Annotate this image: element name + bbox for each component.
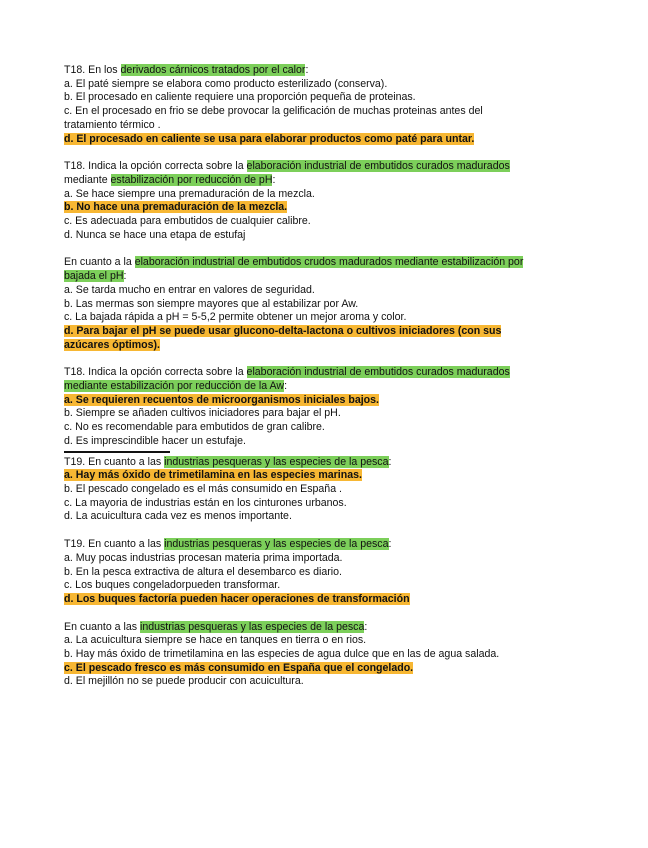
question-7 (64, 621, 584, 690)
option-a: a. Se hace siempre una premaduración de la mezcla. (64, 187, 315, 200)
option-b: b. El procesado en caliente requiere una proporción pequeña de proteinas. (64, 91, 416, 104)
topic-highlight: elaboración industrial de embutidos curados madurados (246, 366, 510, 379)
option-d: d. La acuicultura cada vez es menos importante. (64, 510, 292, 523)
stem-text: T18. En los (64, 64, 121, 76)
stem-text: T18. Indica la opción correcta sobre la (64, 366, 247, 379)
option-a-correct: a. Hay más óxido de trimetilamina en las especies marinas. (64, 469, 362, 482)
stem-suffix: : (123, 270, 127, 283)
topic-highlight: estabilización por reducción de pH (110, 173, 273, 186)
option-c: c. Los buques congeladorpueden transformar. (64, 579, 281, 592)
question-2 (64, 160, 584, 242)
option-c: c. La mayoria de industrias están en los cinturones urbanos. (64, 496, 347, 509)
question-4 (64, 366, 584, 448)
option-d-correct: d. Los buques factoría pueden hacer operaciones de transformación (64, 592, 410, 605)
stem-text: En cuanto a las (64, 620, 140, 633)
option-b: b. En la pesca extractiva de altura el desembarco es diario. (64, 565, 342, 578)
stem-suffix: : (272, 173, 276, 186)
option-c: c. Es adecuada para embutidos de cualquier calibre. (64, 215, 311, 228)
question-3 (64, 256, 584, 352)
question-4-stem (64, 366, 584, 380)
option-d: d. Es imprescindible hacer un estufaje. (64, 434, 246, 447)
option-a: a. Muy pocas industrias procesan materia prima importada. (64, 551, 343, 564)
question-7-stem (64, 621, 584, 635)
option-b-correct: b. No hace una premaduración de la mezcla. (64, 201, 288, 214)
option-c: c. En el procesado en frio se debe provocar la gelificación de muchas proteinas antes del (64, 105, 483, 118)
option-d: d. El mejillón no se puede producir con acuicultura. (64, 675, 304, 688)
topic-highlight: industrias pesqueras y las especies de la pesca (164, 538, 389, 551)
topic-highlight: elaboración industrial de embutidos curados madurados (246, 160, 510, 173)
topic-highlight: bajada el pH (64, 270, 124, 283)
topic-highlight: industrias pesqueras y las especies de la pesca (139, 620, 365, 633)
question-1-stem (64, 64, 584, 78)
option-b: b. Hay más óxido de trimetilamina en las especies de agua dulce que en las de agua salada. (64, 648, 500, 661)
topic-highlight: derivados cárnicos tratados por el calor (120, 64, 306, 76)
option-c: c. La bajada rápida a pH = 5-5,2 permite obtener un mejor aroma y color. (64, 311, 407, 324)
stem-text: mediante (64, 173, 111, 186)
option-c-continued: tratamiento térmico . (64, 118, 161, 131)
question-6-stem (64, 538, 584, 552)
topic-highlight: elaboración industrial de embutidos crudos madurados mediante estabilización por (134, 256, 524, 269)
stem-suffix: : (284, 380, 288, 393)
option-d-correct-continued: azúcares óptimos). (64, 338, 160, 351)
option-d-correct: d. Para bajar el pH se puede usar glucono-delta-lactona o cultivos iniciadores (con sus (64, 324, 502, 337)
stem-text: T19. En cuanto a las (64, 455, 165, 468)
stem-text: T18. Indica la opción correcta sobre la (64, 160, 247, 173)
question-3-stem (64, 256, 584, 270)
stem-suffix: : (364, 620, 368, 633)
document (64, 64, 584, 703)
section-divider (64, 451, 170, 453)
question-1 (64, 64, 584, 146)
option-a: a. Se tarda mucho en entrar en valores de seguridad. (64, 283, 315, 296)
stem-suffix: : (305, 64, 309, 76)
option-b: b. Las mermas son siempre mayores que al estabilizar por Aw. (64, 297, 359, 310)
option-b: b. El pescado congelado es el más consumido en España . (64, 482, 342, 495)
question-5 (64, 456, 584, 525)
option-c: c. No es recomendable para embutidos de gran calibre. (64, 421, 325, 434)
question-5-stem (64, 456, 584, 470)
question-2-stem (64, 160, 584, 174)
option-d: d. Nunca se hace una etapa de estufaj (64, 228, 246, 241)
option-c-correct: c. El pescado fresco es más consumido en España que el congelado. (64, 661, 414, 674)
topic-highlight: industrias pesqueras y las especies de la pesca (164, 455, 389, 468)
stem-text: T19. En cuanto a las (64, 538, 165, 551)
topic-highlight: mediante estabilización por reducción de la Aw (64, 380, 285, 393)
option-a: a. El paté siempre se elabora como producto esterilizado (conserva). (64, 77, 388, 90)
option-a: a. La acuicultura siempre se hace en tanques en tierra o en rios. (64, 634, 367, 647)
stem-suffix: : (388, 538, 392, 551)
stem-text: En cuanto a la (64, 256, 135, 269)
stem-suffix: : (388, 455, 392, 468)
question-6 (64, 538, 584, 607)
option-d-correct: d. El procesado en caliente se usa para elaborar productos como paté para untar. (64, 132, 475, 145)
option-b: b. Siempre se añaden cultivos iniciadores para bajar el pH. (64, 407, 341, 420)
option-a-correct: a. Se requieren recuentos de microorganismos iniciales bajos. (64, 393, 379, 406)
